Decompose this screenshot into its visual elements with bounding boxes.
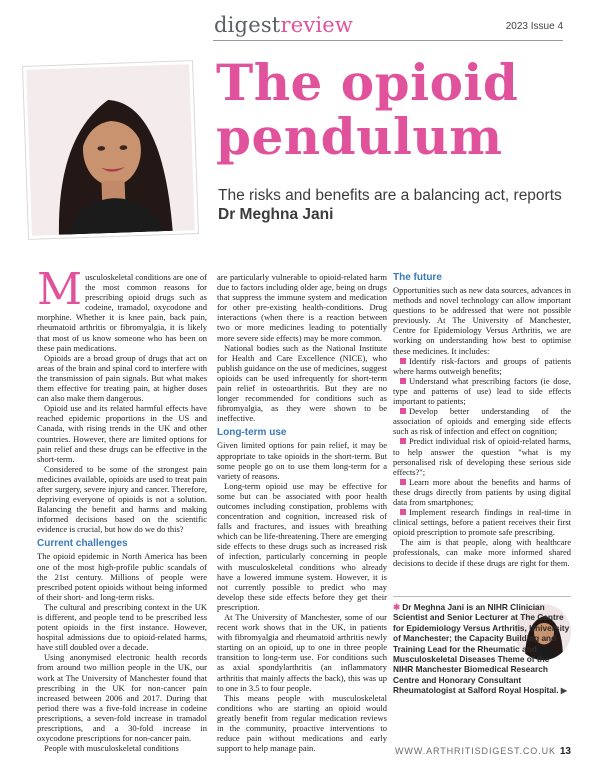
future-bullet-text: Implement research findings in real-time in clinical settings, before a patient receives their first opioid prescription to promote safe prescribing.	[393, 507, 571, 538]
future-bullet	[393, 477, 571, 507]
column-3	[393, 272, 571, 568]
heading-current-challenges: Current challenges	[37, 538, 128, 550]
heading-the-future: The future	[393, 272, 442, 283]
future-paragraph-1: Opportunities such as new data sources, advances in methods and novel technology can allow important questions to be addressed that were not possible previously. At The University of Manchester, Centre for Epidemiology Versus Arthritis, we are working on understanding how best to optimise these medicines. It includes:	[393, 285, 571, 356]
page-number: 13	[559, 746, 571, 757]
longterm-paragraph-1: Given limited options for pain relief, it may be appropriate to take opioids in the short-term. But some people go on to use them long-term for a variety of reasons.	[217, 440, 387, 481]
page-header	[0, 0, 600, 40]
future-bullet	[393, 406, 571, 436]
intro-paragraph-3: Opioid use and its related harmful effects have reached epidemic proportions in the US and Canada, with rising trends in the UK and other countries. However, there are limited options for pain relief and these drugs can be effective in the short-term.	[37, 403, 207, 464]
article-title: The opioid pendulum	[216, 53, 519, 166]
end-arrow-icon: ▶	[560, 686, 567, 696]
longterm-paragraph-4: This means people with musculoskeletal conditions who are starting an opioid would greatly benefit from regular medication reviews in the community, proactive interventions to reduce pain without medications and early support to help manage pain.	[217, 692, 387, 754]
pink-square-bullet-icon	[400, 358, 406, 364]
issue-label: 2023 Issue 4	[505, 21, 563, 32]
intro-paragraph-1	[37, 264, 207, 353]
future-bullet-text: Understand what prescribing factors (ie dose, type and patterns of use) lead to side effects important to patients;	[393, 375, 571, 407]
current-paragraph-3: Using anonymised electronic health records from around two million people in the UK, our work at The University of Manchester found that prescribing in the UK for non-cancer pain increased between 2006 and 2017. During that period there was a five-fold increase in codeine prescriptions, a seven-fold increase in tramadol prescriptions, and a 30-fold increase in oxycodone prescriptions for non-cancer pain.	[37, 652, 207, 744]
current-paragraph-2: The cultural and prescribing context in the UK is different, and people tend to be prescribed less potent opioids in the first instance. However, hospital admissions due to opioid-related harms, have still doubled over a decade.	[37, 601, 207, 653]
article-subtitle	[218, 186, 578, 224]
middle-paragraph-1: are particularly vulnerable to opioid-related harm due to factors including older age, being on drugs that suppress the immune system and medication for other pre-existing health-conditions. Drug interactions (when there is a reaction between two or more medicines leading to potentially more severe side effects) may be more common.	[217, 272, 387, 343]
current-paragraph-1: The opioid epidemic in North America has been one of the most high-profile public scandals of the 21st century. Millions of people were prescribed potent opioids without being informed of their short- and long-term risks.	[37, 551, 207, 602]
column-1	[37, 264, 207, 754]
intro-paragraph-2: Opioids are a broad group of drugs that act on areas of the brain and spinal cord to interfere with the transmission of pain signals. But what makes them effective for treating pain, at higher doses can also make them dangerous.	[37, 352, 207, 404]
future-paragraph-2: The aim is that people, along with healthcare professionals, can make more informed shared decisions to decide if these drugs are right for them.	[393, 537, 571, 568]
pink-square-bullet-icon	[400, 438, 406, 444]
author-bio	[393, 602, 571, 697]
header-rule	[213, 40, 563, 41]
subtitle-text: The risks and benefits are a balancing act, reports	[218, 187, 562, 204]
middle-paragraph-2: National bodies such as the National Institute for Health and Care Excellence (NICE), who publish guidance on the use of medicines, suggest opioids can be used infrequently for short-term pain relief in osteoarthritis. But they are no longer recommended for conditions such as fibromyalgia, as they were shown to be ineffective.	[217, 342, 387, 424]
future-bullet-text: Predict individual risk of opioid-related harms, to help answer the question "what is my personalised risk of developing these serious side effects?";	[393, 436, 571, 477]
current-paragraph-4: People with musculoskeletal conditions	[44, 743, 179, 754]
pink-square-bullet-icon	[400, 509, 406, 515]
intro-paragraph-4: Considered to be some of the strongest pain medicines available, opioids are used to treat pain after surgery, severe injury and cancer. Therefore, depriving everyone of opioids is not a solution. Balancing the benefit and harms and making informed decisions based on the scientific evidence is crucial, but how do we do this?	[37, 463, 207, 535]
page-footer	[395, 746, 571, 757]
future-bullet-text: Develop better understanding of the association of opioids and emerging side effects such as risk of infection and effect on cognition;	[393, 406, 571, 437]
future-bullet-text: Learn more about the benefits and harms of these drugs directly from patients by using digital data from smartphones;	[393, 476, 571, 507]
footer-url[interactable]: WWW.ARTHRITISDIGEST.CO.UK	[395, 746, 556, 756]
pink-square-bullet-icon	[400, 479, 406, 485]
drop-cap: M	[37, 264, 83, 315]
bio-text: Dr Meghna Jani is an NIHR Clinician Scientist and Senior Lecturer at The Centre for Epidemiology Versus Arthritis, University of Manchester; the Capacity Building and Training Lead for the Rheumatic and Musculoskeletal Diseases Theme of the NIHR Manchester Biomedical Research Centre and Honorary Consultant Rheumatologist at Salford Royal Hospital.	[393, 602, 570, 696]
future-bullet	[393, 356, 571, 376]
brand-part-2: review	[280, 13, 354, 37]
bio-divider	[393, 596, 571, 597]
column-2	[217, 272, 387, 753]
star-icon: ✱	[393, 602, 400, 612]
future-bullet	[393, 376, 571, 406]
brand-part-1: digest	[214, 13, 281, 37]
pink-square-bullet-icon	[400, 378, 406, 384]
author-portrait	[23, 61, 198, 239]
future-bullet-text: Identify risk-factors and groups of patients where harms outweigh benefits;	[393, 355, 571, 376]
heading-long-term-use: Long-term use	[217, 427, 287, 439]
future-bullet	[393, 436, 571, 476]
future-bullet	[393, 507, 571, 537]
brand-logo	[214, 14, 353, 36]
longterm-paragraph-2: Long-term opioid use may be effective for some but can be associated with poor health outcomes including constipation, problems with concentration and cognition, increased risk of falls and fractures, and issues with breathing which can be life-threatening. There are emerging side effects to these drugs such as increased risk of infection, particularly concerning in people with musculoskeletal conditions who already have a lowered immune system. However, it is not currently possible to predict who may develop these side effects before they get their prescription.	[217, 480, 387, 612]
longterm-paragraph-3: At The University of Manchester, some of our recent work shows that in the UK, in patients with fibromyalgia and rheumatoid arthritis newly starting on an opioid, up to one in three people transition to long-term use. For conditions such as axial spondylarthritis (an inflammatory arthritis that mainly affects the back), this was up to one in 3.5 to four people.	[217, 612, 387, 693]
pink-square-bullet-icon	[400, 408, 406, 414]
article-author: Dr Meghna Jani	[218, 206, 334, 223]
intro-paragraph-1-text: usculoskeletal conditions are one of the most common reasons for prescribing opioid drugs such as codeine, tramadol, oxycodone and morphine. Whether it is knee pain, back pain, rheumatoid arthritis or fibromyalgia, it is likely that most of us know someone who has been on these pain medications.	[37, 272, 207, 353]
